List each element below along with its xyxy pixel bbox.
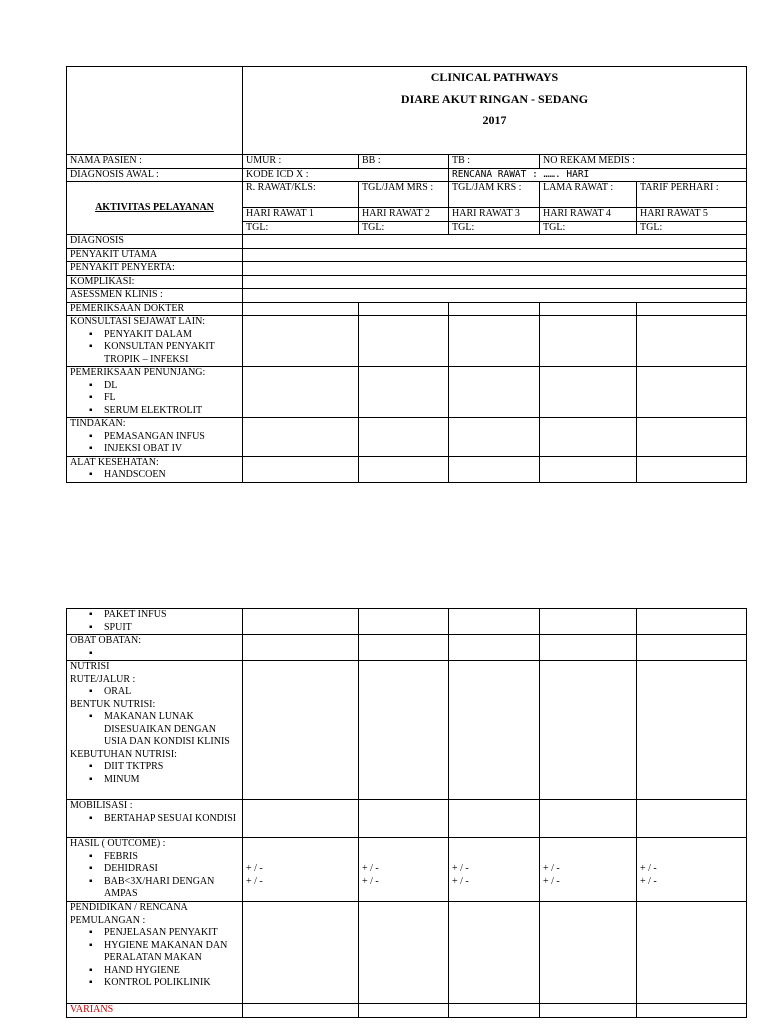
title-line-3: 2017 bbox=[482, 113, 507, 127]
cell bbox=[359, 316, 449, 367]
rencana-rawat-label: RENCANA RAWAT : ……. HARI bbox=[449, 168, 747, 182]
cell bbox=[637, 800, 747, 838]
nutrisi-label: NUTRISI bbox=[70, 661, 110, 672]
penunjang-list bbox=[70, 380, 239, 418]
outcome-mark: + / - bbox=[640, 875, 657, 887]
list-item: ▪ ORAL bbox=[104, 686, 239, 699]
list-item: ▪ MINUM bbox=[104, 774, 239, 787]
outcome-mark: + / - bbox=[246, 863, 263, 874]
alat-kesehatan-cell bbox=[67, 456, 243, 482]
mobilisasi-list bbox=[70, 813, 239, 826]
pendidikan-list bbox=[70, 927, 239, 990]
cell bbox=[540, 902, 637, 1004]
cell bbox=[449, 800, 540, 838]
cell bbox=[637, 302, 747, 316]
clinical-pathway-table-top bbox=[66, 66, 747, 483]
tindakan-list bbox=[70, 431, 239, 456]
pemeriksaan-dokter-label: PEMERIKSAAN DOKTER bbox=[67, 302, 243, 316]
rute-label: RUTE/JALUR : bbox=[70, 673, 136, 685]
cell bbox=[243, 367, 359, 418]
outcome-mark: + / - bbox=[452, 863, 469, 874]
cell bbox=[359, 635, 449, 661]
cell bbox=[359, 661, 449, 800]
cell bbox=[637, 1004, 747, 1018]
mobilisasi-label: MOBILISASI : bbox=[70, 800, 133, 811]
no-rekam-medis-label: NO REKAM MEDIS : bbox=[540, 155, 747, 169]
cell bbox=[243, 902, 359, 1004]
cell bbox=[359, 456, 449, 482]
tgl-day-1: TGL: bbox=[243, 221, 359, 235]
diagnosis-field bbox=[243, 235, 747, 249]
list-item: ▪ HANDSCOEN bbox=[104, 469, 239, 482]
cell bbox=[540, 800, 637, 838]
cell bbox=[243, 418, 359, 457]
outcome-mark: + / - bbox=[543, 863, 560, 874]
cell bbox=[243, 800, 359, 838]
hari-rawat-3: HARI RAWAT 3 bbox=[449, 208, 540, 222]
cell bbox=[449, 661, 540, 800]
cell bbox=[243, 456, 359, 482]
tarif-label: TARIF PERHARI : bbox=[637, 182, 747, 208]
cell bbox=[540, 456, 637, 482]
list-item: ▪ SERUM ELEKTROLIT bbox=[104, 405, 239, 418]
cell bbox=[449, 302, 540, 316]
list-item: ▪ FL bbox=[104, 392, 239, 405]
cell bbox=[540, 316, 637, 367]
cell bbox=[243, 661, 359, 800]
document-title bbox=[243, 67, 747, 155]
asesmen-field bbox=[243, 289, 747, 303]
nama-pasien-label: NAMA PASIEN : bbox=[67, 155, 243, 169]
cell bbox=[359, 902, 449, 1004]
kode-icd-label: KODE ICD X : bbox=[243, 168, 449, 182]
cell bbox=[359, 1004, 449, 1018]
alat-kesehatan-label: ALAT KESEHATAN: bbox=[70, 456, 159, 468]
tgl-day-2: TGL: bbox=[359, 221, 449, 235]
outcome-mark: + / - bbox=[543, 875, 560, 887]
hari-rawat-2: HARI RAWAT 2 bbox=[359, 208, 449, 222]
outcome-day-3 bbox=[449, 838, 540, 902]
penunjang-cell bbox=[67, 367, 243, 418]
bb-label: BB : bbox=[359, 155, 449, 169]
penyakit-utama-field bbox=[243, 248, 747, 262]
list-item: ▪ HAND HYGIENE bbox=[104, 965, 239, 978]
komplikasi-field bbox=[243, 275, 747, 289]
list-item: ▪ PENJELASAN PENYAKIT bbox=[104, 927, 239, 940]
hari-rawat-4: HARI RAWAT 4 bbox=[540, 208, 637, 222]
cell bbox=[449, 316, 540, 367]
logo-cell bbox=[67, 67, 243, 155]
cell bbox=[637, 367, 747, 418]
pendidikan-label: PENDIDIKAN / RENCANA PEMULANGAN : bbox=[70, 902, 188, 926]
hasil-label: HASIL ( OUTCOME) : bbox=[70, 838, 166, 849]
outcome-mark: + / - bbox=[362, 863, 379, 874]
list-item: ▪ BERTAHAP SESUAI KONDISI bbox=[104, 813, 239, 826]
list-item: ▪ DIIT TKTPRS bbox=[104, 761, 239, 774]
cell bbox=[449, 456, 540, 482]
komplikasi-label: KOMPLIKASI: bbox=[67, 275, 243, 289]
hasil-list bbox=[70, 851, 239, 901]
list-item: ▪ MAKANAN LUNAK DISESUAIKAN DENGAN USIA DAN KONDISI KLINIS bbox=[104, 711, 239, 749]
cell bbox=[637, 902, 747, 1004]
mobilisasi-cell bbox=[67, 800, 243, 838]
bentuk-nutrisi-label: BENTUK NUTRISI: bbox=[70, 698, 156, 710]
cell bbox=[243, 302, 359, 316]
cell bbox=[540, 418, 637, 457]
alat-kesehatan-list bbox=[70, 469, 239, 482]
list-item: ▪ INJEKSI OBAT IV bbox=[104, 443, 239, 456]
pendidikan-cell bbox=[67, 902, 243, 1004]
cell bbox=[540, 302, 637, 316]
cell bbox=[243, 316, 359, 367]
tgl-day-3: TGL: bbox=[449, 221, 540, 235]
cell bbox=[359, 609, 449, 635]
cell bbox=[540, 367, 637, 418]
cell bbox=[243, 1004, 359, 1018]
kebutuhan-nutrisi-label: KEBUTUHAN NUTRISI: bbox=[70, 748, 177, 760]
outcome-day-5 bbox=[637, 838, 747, 902]
outcome-mark: + / - bbox=[246, 875, 263, 887]
list-item: ▪ KONTROL POLIKLINIK bbox=[104, 977, 239, 990]
list-item: ▪ PENYAKIT DALAM bbox=[104, 329, 239, 342]
ruang-rawat-label: R. RAWAT/KLS: bbox=[243, 182, 359, 208]
outcome-mark: + / - bbox=[452, 875, 469, 887]
rute-list bbox=[70, 686, 239, 699]
cell bbox=[637, 609, 747, 635]
cell bbox=[540, 661, 637, 800]
outcome-day-1 bbox=[243, 838, 359, 902]
cell bbox=[449, 1004, 540, 1018]
outcome-day-4 bbox=[540, 838, 637, 902]
nutrisi-cell bbox=[67, 661, 243, 800]
list-item: ▪ SPUIT bbox=[104, 622, 239, 635]
cell bbox=[449, 609, 540, 635]
list-item: ▪ KONSULTAN PENYAKIT TROPIK – INFEKSI bbox=[104, 341, 239, 366]
cell bbox=[359, 418, 449, 457]
tgl-mrs-label: TGL/JAM MRS : bbox=[359, 182, 449, 208]
list-item: ▪ BAB<3X/HARI DENGAN AMPAS bbox=[104, 876, 239, 901]
tgl-day-5: TGL: bbox=[637, 221, 747, 235]
cell bbox=[637, 316, 747, 367]
title-line-1: CLINICAL PATHWAYS bbox=[430, 70, 559, 84]
umur-label: UMUR : bbox=[243, 155, 359, 169]
varians-label: VARIANS bbox=[67, 1004, 243, 1018]
list-item: ▪ HYGIENE MAKANAN DAN PERALATAN MAKAN bbox=[104, 940, 239, 965]
cell bbox=[449, 367, 540, 418]
outcome-mark: + / - bbox=[362, 875, 379, 887]
cell bbox=[637, 418, 747, 457]
cell bbox=[637, 635, 747, 661]
konsultasi-cell bbox=[67, 316, 243, 367]
tindakan-label: TINDAKAN: bbox=[70, 418, 126, 429]
penyakit-utama-label: PENYAKIT UTAMA bbox=[67, 248, 243, 262]
cell bbox=[449, 902, 540, 1004]
konsultasi-label: KONSULTASI SEJAWAT LAIN: bbox=[70, 316, 206, 327]
cell bbox=[359, 367, 449, 418]
list-item: ▪ DEHIDRASI bbox=[104, 863, 239, 876]
cell bbox=[359, 800, 449, 838]
hasil-outcome-cell bbox=[67, 838, 243, 902]
list-item: ▪ FEBRIS bbox=[104, 851, 239, 864]
penyakit-penyerta-field bbox=[243, 262, 747, 276]
cell bbox=[540, 1004, 637, 1018]
cell bbox=[243, 609, 359, 635]
list-item: ▪ DL bbox=[104, 380, 239, 393]
tgl-day-4: TGL: bbox=[540, 221, 637, 235]
aktivitas-pelayanan-heading: AKTIVITAS PELAYANAN bbox=[67, 182, 243, 235]
alat-lanjutan-cell bbox=[67, 609, 243, 635]
diagnosis-awal-label: DIAGNOSIS AWAL : bbox=[67, 168, 243, 182]
hari-rawat-1: HARI RAWAT 1 bbox=[243, 208, 359, 222]
penyakit-penyerta-label: PENYAKIT PENYERTA: bbox=[67, 262, 243, 276]
clinical-pathway-table-bottom bbox=[66, 608, 747, 1018]
cell bbox=[449, 418, 540, 457]
tgl-krs-label: TGL/JAM KRS : bbox=[449, 182, 540, 208]
cell bbox=[540, 635, 637, 661]
asesmen-label: ASESSMEN KLINIS : bbox=[67, 289, 243, 303]
cell bbox=[449, 635, 540, 661]
bentuk-nutrisi-list bbox=[70, 711, 239, 749]
tb-label: TB : bbox=[449, 155, 540, 169]
outcome-mark: + / - bbox=[640, 863, 657, 874]
list-item: ▪ PAKET INFUS bbox=[104, 609, 239, 622]
diagnosis-label: DIAGNOSIS bbox=[67, 235, 243, 249]
cell bbox=[637, 456, 747, 482]
cell bbox=[540, 609, 637, 635]
cell bbox=[359, 302, 449, 316]
obat-label: OBAT OBATAN: bbox=[70, 635, 141, 646]
tindakan-cell bbox=[67, 418, 243, 457]
hari-rawat-5: HARI RAWAT 5 bbox=[637, 208, 747, 222]
list-item: ▪ PEMASANGAN INFUS bbox=[104, 431, 239, 444]
obat-cell bbox=[67, 635, 243, 661]
alat-lanjutan-list bbox=[70, 609, 239, 634]
outcome-day-2 bbox=[359, 838, 449, 902]
konsultasi-list bbox=[70, 329, 239, 367]
kebutuhan-nutrisi-list bbox=[70, 761, 239, 786]
title-line-2: DIARE AKUT RINGAN - SEDANG bbox=[400, 91, 589, 106]
lama-rawat-label: LAMA RAWAT : bbox=[540, 182, 637, 208]
penunjang-label: PEMERIKSAAN PENUNJANG: bbox=[70, 367, 206, 378]
cell bbox=[243, 635, 359, 661]
cell bbox=[637, 661, 747, 800]
